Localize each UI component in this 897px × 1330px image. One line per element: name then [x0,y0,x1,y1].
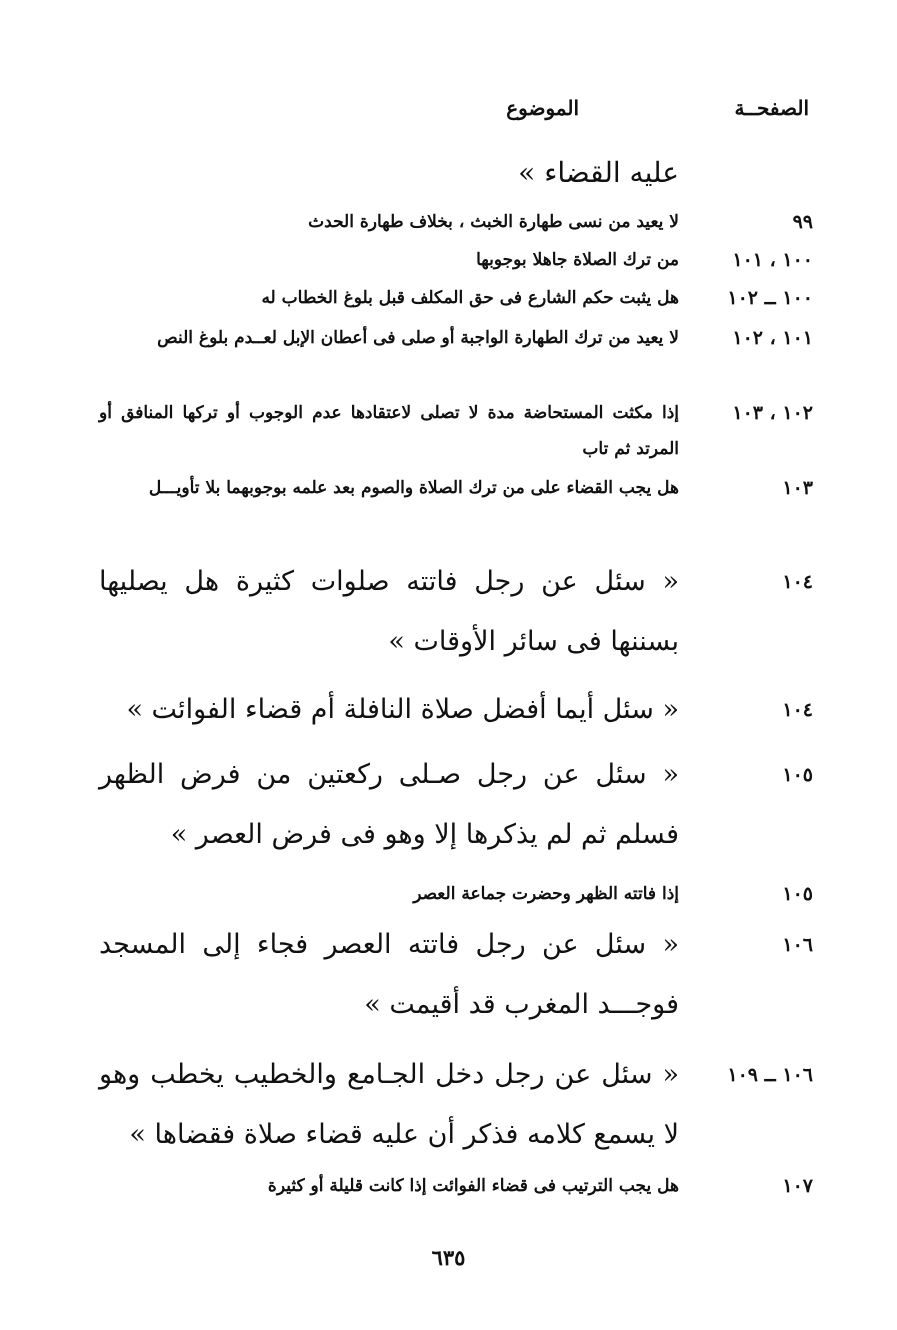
page-column-header: الصفحــة [734,96,809,120]
entry-page-number: ١٠٧ [782,1175,813,1197]
entry-page-number: ١٠٢ ، ١٠٣ [732,402,813,424]
entry-topic: « سئل عن رجل دخل الجـامع والخطيب يخطب وهو لا يسمع كلامه فذكر أن عليه قضاء صلاة فقضاها » [99,1059,679,1150]
entry-page-number: ١٠٣ [782,477,813,499]
entry-topic: إذا فاتته الظهر وحضرت جماعة العصر [413,884,679,904]
entry-topic: لا يعيد من ترك الطهارة الواجبة أو صلى فى أعطان الإبل لعــدم بلوغ النص [157,328,679,348]
entry-topic: هل يجب الترتيب فى قضاء الفوائت إذا كانت قليلة أو كثيرة [267,1176,679,1196]
entry-topic: « سئل عن رجل فاتته صلوات كثيرة هل يصليها بسننها فى سائر الأوقات » [99,566,679,657]
entry-page-number: ١٠١ ، ١٠٢ [732,327,813,349]
entry-page-number: ١٠٥ [782,883,813,905]
entry-page-number: ١٠٠ ، ١٠١ [732,249,813,271]
entry-topic: « سئل عن رجل صـلى ركعتين من فرض الظهر فسلم ثم لم يذكرها إلا وهو فى فرض العصر » [99,759,679,850]
entry-topic: « سئل أيما أفضل صلاة النافلة أم قضاء الفوائت » [126,694,679,725]
topic-column-header: الموضوع [506,96,579,120]
entry-page-number: ١٠٦ ــ ١٠٩ [727,1064,813,1086]
entry-page-number: ١٠٥ [782,764,813,786]
continued-entry-text: عليه القضاء » [518,156,679,189]
entry-page-number: ١٠٦ [782,934,813,956]
entry-topic: هل يجب القضاء على من ترك الصلاة والصوم بعد علمه بوجوبهما بلا تأويـــل [148,478,679,498]
entry-page-number: ١٠٠ ــ ١٠٢ [727,287,813,309]
entry-page-number: ١٠٤ [782,699,813,721]
entry-topic: إذا مكثت المستحاضة مدة لا تصلى لاعتقادها عدم الوجوب أو تركها المنافق أو المرتد ثم تاب [99,403,679,459]
entry-page-number: ١٠٤ [782,571,813,593]
entry-topic: هل يثبت حكم الشارع فى حق المكلف قبل بلوغ الخطاب له [261,288,679,308]
entry-topic: من ترك الصلاة جاهلا بوجوبها [476,250,679,270]
page-header [0,96,897,130]
page-number: ٦٣٥ [431,1245,466,1270]
entry-page-number: ٩٩ [792,211,813,233]
entry-topic: لا يعيد من نسى طهارة الخبث ، بخلاف طهارة الحدث [308,212,679,232]
entry-topic: « سئل عن رجل فاتته العصر فجاء إلى المسجد فوجـــد المغرب قد أقيمت » [99,929,679,1020]
